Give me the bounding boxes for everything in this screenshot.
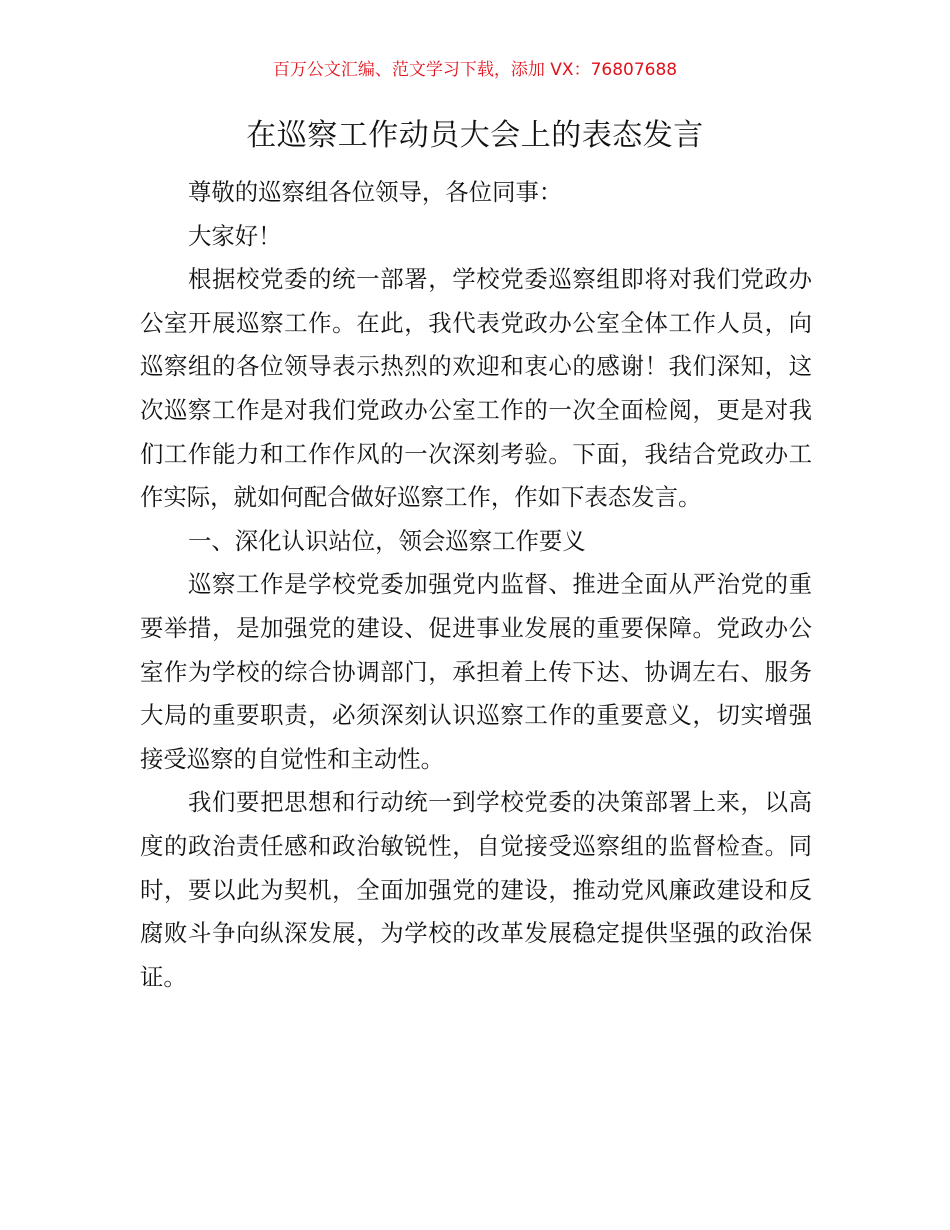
- section-heading-1: 一、深化认识站位，领会巡察工作要义: [188, 526, 586, 555]
- document-body: [140, 171, 812, 999]
- watermark-banner: 百万公文汇编、范文学习下载，添加 VX：76807688: [272, 60, 678, 80]
- paragraph-section-1a: 巡察工作是学校党委加强党内监督、推进全面从严治党的重要举措，是加强党的建设、促进事业发展的重要保障。党政办公室作为学校的综合协调部门，承担着上传下达、协调左右、服务大局的重要职责，必须深刻认识巡察工作的重要意义，切实增强接受巡察的自觉性和主动性。: [140, 570, 812, 773]
- document-title: 在巡察工作动员大会上的表态发言: [246, 118, 704, 153]
- salutation: 尊敬的巡察组各位领导，各位同事：: [188, 178, 563, 206]
- paragraph-intro: 根据校党委的统一部署，学校党委巡察组即将对我们党政办公室开展巡察工作。在此，我代表党政办公室全体工作人员，向巡察组的各位领导表示热烈的欢迎和衷心的感谢！我们深知，这次巡察工作是对我们党政办公室工作的一次全面检阅，更是对我们工作能力和工作作风的一次深刻考验。下面，我结合党政办工作实际，就如何配合做好巡察工作，作如下表态发言。: [140, 265, 812, 512]
- paragraph-section-1b: 我们要把思想和行动统一到学校党委的决策部署上来，以高度的政治责任感和政治敏锐性，自觉接受巡察组的监督检查。同时，要以此为契机，全面加强党的建设，推动党风廉政建设和反腐败斗争向纵深发展，为学校的改革发展稳定提供坚强的政治保证。: [140, 788, 812, 991]
- greeting: 大家好！: [188, 221, 282, 250]
